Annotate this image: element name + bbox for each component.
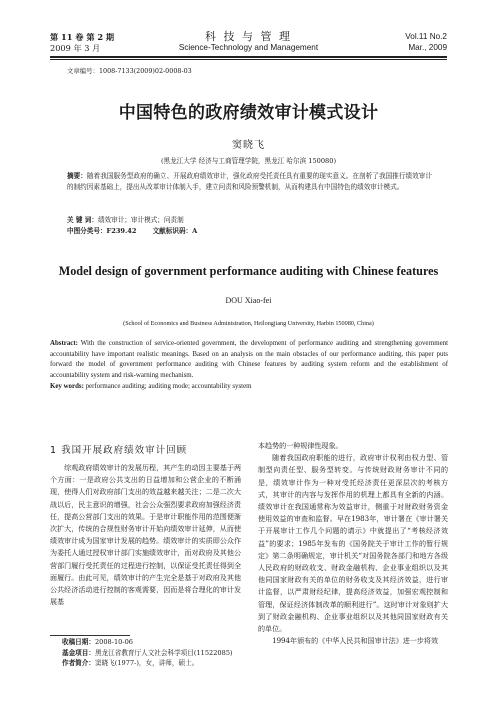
- abstract-en-text: With the construction of service-oriented government, the development of performance auditing and strengthening government accountability have important realistic meanings. Based on an analysis on the main obstacles of our performance auditing, this paper puts forward the model of government performance auditing with Chinese features by auditing system reform and the establishment of accountability system and risk-warning mechanism.: [50, 340, 448, 380]
- right-first-line: 本趋势的一种规律性现象。: [258, 441, 343, 450]
- header-issue-cn: 第 11 卷 第 2 期: [50, 32, 115, 42]
- header-date-cn: 2009 年 3 月: [50, 43, 101, 53]
- document-code: 文献标识码：A: [152, 227, 198, 235]
- keywords-cn-text: 绩效审计；审计模式；问责制: [97, 216, 184, 224]
- fund-info: 基金项目：黑龙江省教育厅人文社会科学项目(11522085): [62, 648, 233, 657]
- keywords-cn-label: 关 键 词：: [67, 216, 98, 224]
- right-paragraph: 随着我国政府职能的进行，政府审计权利由权力型、管制型向责任型、服务型转变。与传统财政财务审计不同的是，绩效审计作为一种对受托经济责任更深层次的考核方式，其审计的内容与发挥作用的机理上都具有全新的内涵。绩效审计在我国通常称为效益审计，侧重于对财政财务资金使用效益的审查和监督。早在1983年，审计署在《审计署关于开展审计工作几个问题的请示》中就提出了“考核经济效益”的要求；1985年发布的《国务院关于审计工作的暂行规定》第二条明确规定，审计机关“对国务院各部门和地方各级人民政府的财政收支、财政金融机构、企业事业组织以及其他同国家财政有关的单位的财务收支及其经济效益，进行审计监督，以严肃财经纪律，提高经济效益，加强宏观控制和管理，保证经济体制改革的顺利进行”。这时审计对象则扩大到了财政金融机构、企业事业组织以及其他同国家财政有关的单位。: [258, 453, 448, 634]
- keywords-cn: [67, 215, 184, 226]
- footnote-rule: [50, 635, 130, 636]
- class-number: 中图分类号：F239.42: [67, 227, 137, 235]
- author-bio: 作者简介：窦晓飞(1977-)，女，讲师，硕士。: [62, 659, 199, 668]
- article-number: 文章编号：1008-7133(2009)02-0008-03: [67, 67, 192, 75]
- header-rule-top: [50, 56, 447, 58]
- author-cn: 窦晓飞: [232, 140, 265, 151]
- keywords-en-text: performance auditing; auditing mode; accountability system: [83, 382, 252, 390]
- abstract-cn-label: 摘要：: [67, 172, 87, 180]
- author-en: DOU Xiao-fei: [225, 296, 272, 305]
- header-rule-bottom: [50, 59, 447, 60]
- section-1-title: 1 我国开展政府绩效审计回顾: [50, 445, 188, 456]
- abstract-cn: [67, 171, 432, 193]
- title-en: Model design of government performance auditing with Chinese features: [58, 264, 439, 278]
- header-journal-cn: 科 技 与 管 理: [205, 30, 292, 43]
- footnote: [62, 637, 247, 669]
- affiliation-cn: (黑龙江大学 经济与工商管理学院，黑龙江 哈尔滨 150080): [160, 157, 337, 165]
- header-vol-en: Vol.11 No.2: [405, 32, 447, 41]
- header-date-en: Mar., 2009: [408, 43, 447, 52]
- header-journal-en: Science-Technology and Management: [178, 43, 319, 52]
- abstract-en-label: Abstract:: [50, 340, 78, 347]
- classification: [67, 226, 197, 237]
- abstract-en: [50, 339, 448, 393]
- left-column: [50, 462, 241, 608]
- title-cn: 中国特色的政府绩效审计模式设计: [118, 103, 379, 123]
- right-column: [258, 440, 448, 647]
- received-date: 收稿日期：2008-10-06: [62, 638, 133, 646]
- abstract-cn-text: 随着我国服务型政府的确立、开展政府绩效审计，强化政府受托责任具有重要的现实意义。在剖析了我国推行绩效审计的制约因素基础上，提出从改革审计体制入手，建立问责和风险预警机制，从而构建具有中国特色的绩效审计模式。: [67, 172, 433, 192]
- right-last-line: 1994年颁布的《中华人民共和国审计法》进一步将效: [272, 636, 439, 646]
- left-paragraph: 综观政府绩效审计的发展历程，其产生的动因主要基于两个方面：一是政府公共支出的日益增加和公营企业的不断涌现，使得人们对政府部门支出的效益越来越关注；二是二次大战以后，民主意识的增强，社会公众强烈要求政府加强经济责任，提高公营部门支出的效果。于是审计职能作用的范围便渐次扩大，传统的合规性财务审计开始向绩效审计延伸，从而使绩效审计成为国家审计发展的趋势。绩效审计的实质即公众作为委托人通过授权审计部门实施绩效审计，而对政府及其他公营部门履行受托责任的过程进行控制，以保证受托责任得到全面履行。由此可见，绩效审计的产生完全是基于对政府及其他公共经济活动进行控制的客观需要，因而是将合理化的审计发展基: [50, 463, 241, 607]
- keywords-en-label: Key words:: [50, 382, 84, 390]
- affiliation-en: (School of Economics and Business Administration, Heilongjiang University, Harbin 150080, China): [123, 320, 374, 327]
